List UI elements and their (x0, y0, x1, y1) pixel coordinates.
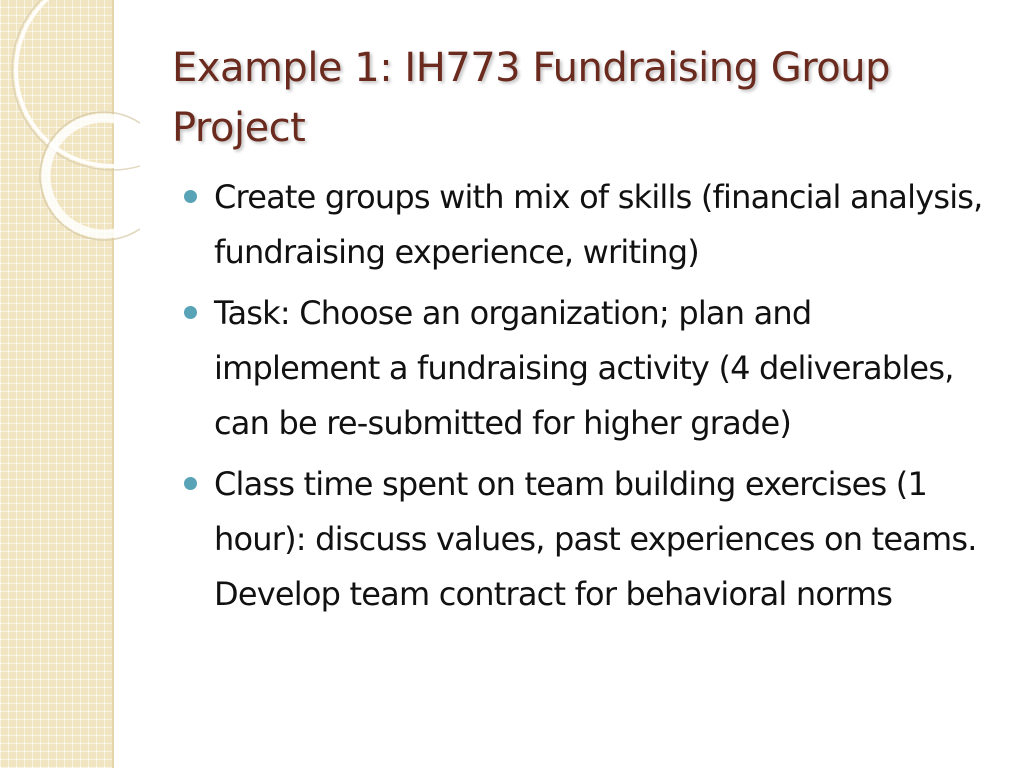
bullet-list (184, 170, 984, 628)
bullet-text: Create groups with mix of skills (financial analysis, fundraising experience, writing) (214, 178, 983, 271)
bullet-marker-icon (184, 477, 197, 490)
bullet-item (184, 457, 984, 622)
decorative-circles-graphic (0, 0, 140, 260)
bullet-text: Class time spent on team building exercises (1 hour): discuss values, past experiences on teams. Develop team contract for behavioral norms (214, 465, 977, 613)
bullet-marker-icon (184, 306, 197, 319)
bullet-item (184, 286, 984, 451)
bullet-item (184, 170, 984, 280)
bullet-marker-icon (184, 190, 197, 203)
slide-title: Example 1: IH773 Fundraising Group Project (172, 45, 890, 151)
bullet-text: Task: Choose an organization; plan and implement a fundraising activity (4 deliverables, can be re-submitted for higher grade) (214, 294, 954, 442)
